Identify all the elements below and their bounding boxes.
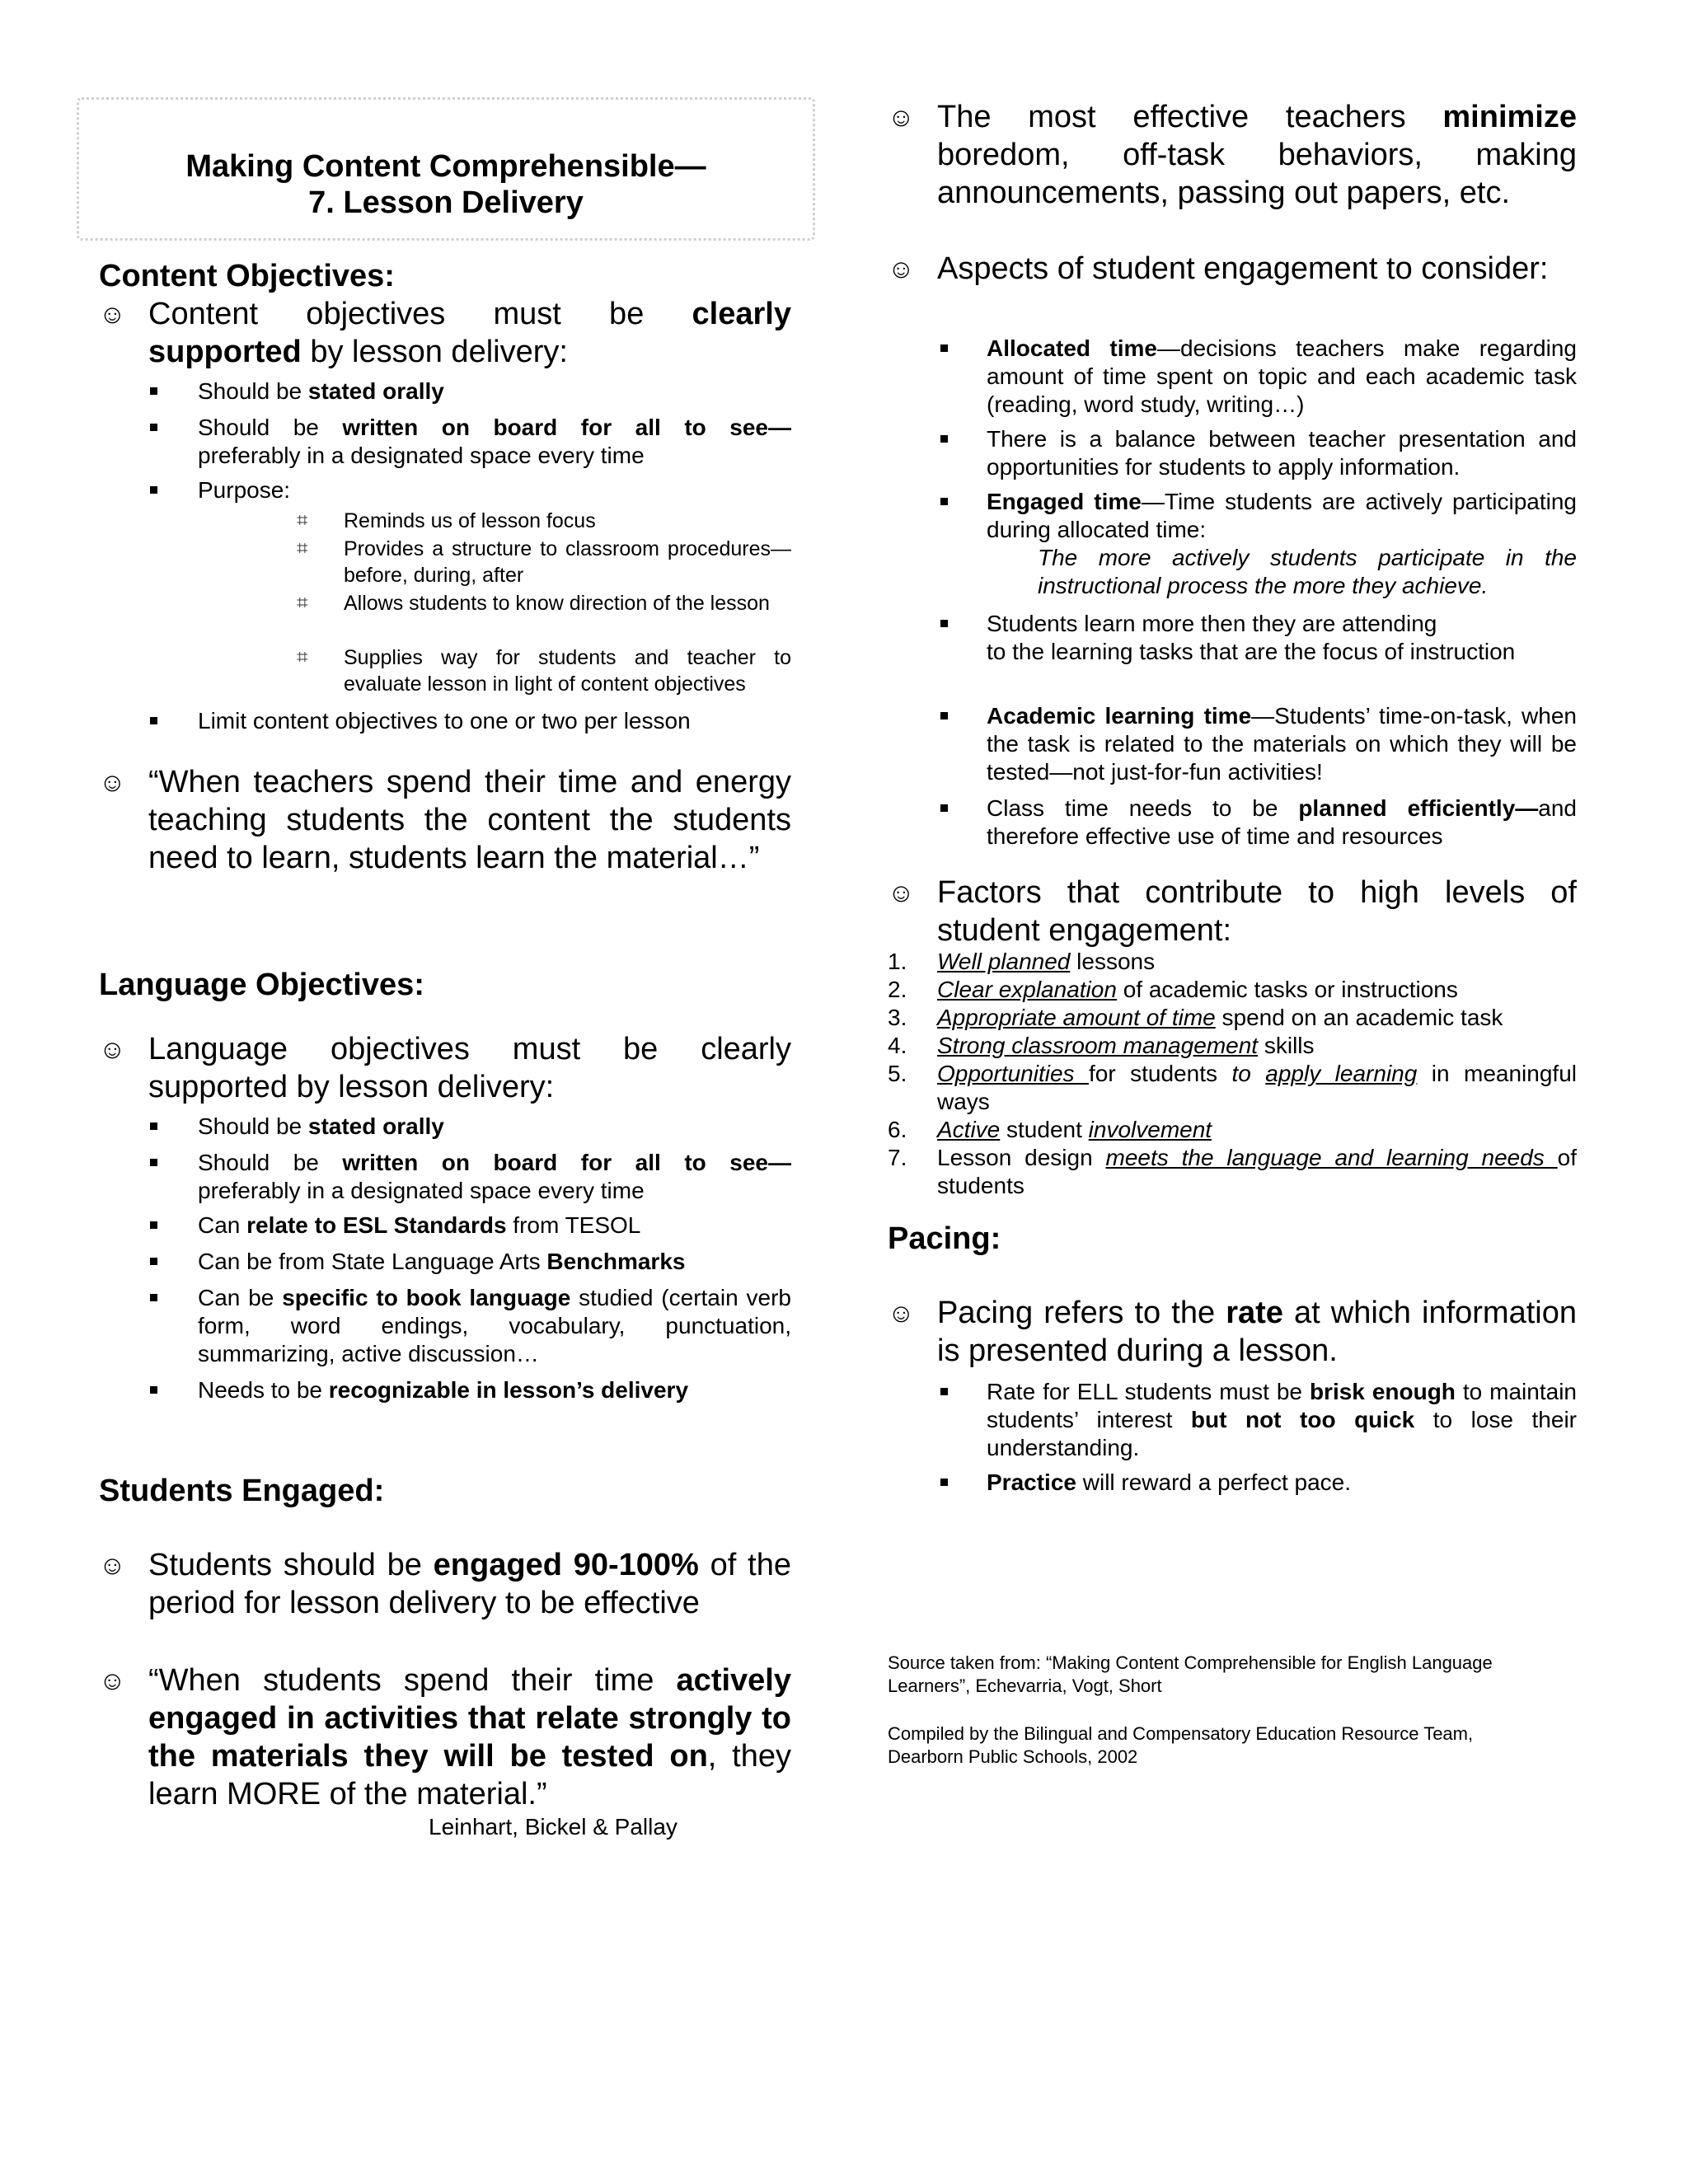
lo-bullet-book-language: Can be specific to book language studied (certain verb form, word endings, vocabulary, punctuation, summarizing, active discussion… <box>198 1285 791 1366</box>
smiley-icon: ☺ <box>888 878 915 907</box>
co-bullet-limit: Limit content objectives to one or two per lesson <box>198 708 691 733</box>
bullet-icon <box>940 435 948 443</box>
lo-bullet-stated-orally: Should be stated orally <box>198 1113 444 1139</box>
quote-attribution: Leinhart, Bickel & Pallay <box>429 1814 678 1840</box>
title-line-1: Making Content Comprehensible— <box>185 149 706 184</box>
aspect-attending: Students learn more then they are attending to the learning tasks that are the focus of instruction <box>987 611 1516 664</box>
bullet-icon <box>150 1258 157 1265</box>
pacing-bullet-practice: Practice will reward a perfect pace. <box>987 1469 1352 1495</box>
students-engaged-percent: Students should be engaged 90-100% of the period for lesson delivery to be effective <box>148 1548 791 1620</box>
title-line-2: 7. Lesson Delivery <box>308 185 584 220</box>
list-number: 7. <box>888 1145 907 1170</box>
smiley-icon: ☺ <box>888 102 915 132</box>
aspect-balance: There is a balance between teacher presentation and opportunities for students to apply information. <box>987 426 1577 480</box>
students-engaged-quote: “When students spend their time actively engaged in activities that relate strongly to the materials they will be tested on, they learn MORE of the material.” <box>148 1663 791 1811</box>
smiley-icon: ☺ <box>99 767 126 797</box>
bullet-icon <box>940 1388 948 1395</box>
lo-bullet-recognizable: Needs to be recognizable in lesson’s delivery <box>198 1377 689 1403</box>
language-objectives-intro: Language objectives must be clearly supported by lesson delivery: <box>148 1032 791 1104</box>
co-bullet-stated-orally: Should be stated orally <box>198 378 444 404</box>
list-item: Opportunities for students to apply learning in meaningful ways <box>937 1061 1577 1114</box>
title-box <box>77 97 815 241</box>
list-item: Lesson design meets the language and learning needs of students <box>937 1145 1577 1198</box>
bullet-icon <box>150 1221 157 1229</box>
co-bullet-written-on-board: Should be written on board for all to see— preferably in a designated space every time <box>198 415 791 468</box>
grid-bullet-icon: ⌗ <box>297 646 308 668</box>
pacing-bullet-rate: Rate for ELL students must be brisk enough to maintain students’ interest but not too quick to lose their understanding. <box>987 1379 1577 1460</box>
smiley-icon: ☺ <box>888 1298 915 1328</box>
smiley-icon: ☺ <box>99 1666 126 1695</box>
list-item: Strong classroom management skills <box>937 1033 1315 1058</box>
compiled-note: Compiled by the Bilingual and Compensatory Education Resource Team, Dearborn Public Schools, 2002 <box>888 1723 1474 1767</box>
list-number: 2. <box>888 977 907 1002</box>
purpose-item: Allows students to know direction of the lesson <box>344 592 770 615</box>
grid-bullet-icon: ⌗ <box>297 509 308 532</box>
purpose-item: Provides a structure to classroom procedures—before, during, after <box>344 537 791 587</box>
list-number: 5. <box>888 1061 907 1086</box>
list-number: 4. <box>888 1033 907 1058</box>
list-number: 3. <box>888 1005 907 1030</box>
smiley-icon: ☺ <box>888 254 915 284</box>
bullet-icon <box>150 1122 157 1130</box>
bullet-icon <box>940 1479 948 1486</box>
list-number: 6. <box>888 1117 907 1142</box>
students-engaged-heading: Students Engaged: <box>99 1474 385 1508</box>
lo-bullet-benchmarks: Can be from State Language Arts Benchmarks <box>198 1249 686 1274</box>
purpose-item: Reminds us of lesson focus <box>344 509 596 532</box>
bullet-icon <box>150 1159 157 1166</box>
smiley-icon: ☺ <box>99 1034 126 1064</box>
grid-bullet-icon: ⌗ <box>297 592 308 614</box>
list-item: Active student involvement <box>937 1117 1212 1142</box>
smiley-icon: ☺ <box>99 299 126 329</box>
content-quote: “When teachers spend their time and energy teaching students the content the students need to learn, students learn the material…” <box>148 765 791 875</box>
purpose-item: Supplies way for students and teacher to evaluate lesson in light of content objectives <box>344 646 791 696</box>
list-number: 1. <box>888 949 907 974</box>
content-objectives-heading: Content Objectives: <box>99 259 395 293</box>
lo-bullet-esl-standards: Can relate to ESL Standards from TESOL <box>198 1212 641 1238</box>
pacing-definition: Pacing refers to the rate at which information is presented during a lesson. <box>937 1296 1577 1368</box>
bullet-icon <box>940 498 948 505</box>
bullet-icon <box>150 717 157 724</box>
bullet-icon <box>150 1294 157 1301</box>
smiley-icon: ☺ <box>99 1550 126 1580</box>
list-item: Clear explanation of academic tasks or instructions <box>937 977 1458 1002</box>
engaged-time-quote: The more actively students participate in the instructional process the more they achieve. <box>1038 545 1577 598</box>
bullet-icon <box>150 424 157 431</box>
aspect-engaged-time: Engaged time—Time students are actively participating during allocated time: <box>987 489 1577 542</box>
pacing-heading: Pacing: <box>888 1221 1001 1256</box>
bullet-icon <box>150 387 157 395</box>
list-item: Well planned lessons <box>937 949 1156 974</box>
bullet-icon <box>940 712 948 719</box>
bullet-icon <box>940 804 948 812</box>
factors-intro: Factors that contribute to high levels of student engagement: <box>937 875 1577 948</box>
aspect-planned-efficiently: Class time needs to be planned efficiently—and therefore effective use of time and resources <box>987 795 1577 849</box>
co-bullet-purpose: Purpose: <box>198 477 291 503</box>
bullet-icon <box>940 620 948 627</box>
lo-bullet-written-on-board: Should be written on board for all to see— preferably in a designated space every time <box>198 1150 791 1203</box>
aspect-allocated-time: Allocated time—decisions teachers make regarding amount of time spent on topic and each academic task (reading, word study, writing…) <box>987 335 1577 417</box>
list-item: Appropriate amount of time spend on an academic task <box>937 1005 1503 1030</box>
bullet-icon <box>150 1386 157 1394</box>
source-note: Source taken from: “Making Content Comprehensible for English Language Learners”, Echevarria, Vogt, Short <box>888 1652 1493 1696</box>
aspects-intro: Aspects of student engagement to consider: <box>937 251 1549 286</box>
content-objectives-intro: Content objectives must be clearly supported by lesson delivery: <box>148 297 791 369</box>
minimize-boredom: The most effective teachers minimize boredom, off-task behaviors, making announcements, passing out papers, etc. <box>937 100 1577 210</box>
bullet-icon <box>150 486 157 494</box>
bullet-icon <box>940 344 948 352</box>
language-objectives-heading: Language Objectives: <box>99 968 424 1002</box>
grid-bullet-icon: ⌗ <box>297 537 308 560</box>
aspect-academic-learning-time: Academic learning time—Students’ time-on-task, when the task is related to the materials on which they will be tested—not just-for-fun activities! <box>987 703 1577 785</box>
